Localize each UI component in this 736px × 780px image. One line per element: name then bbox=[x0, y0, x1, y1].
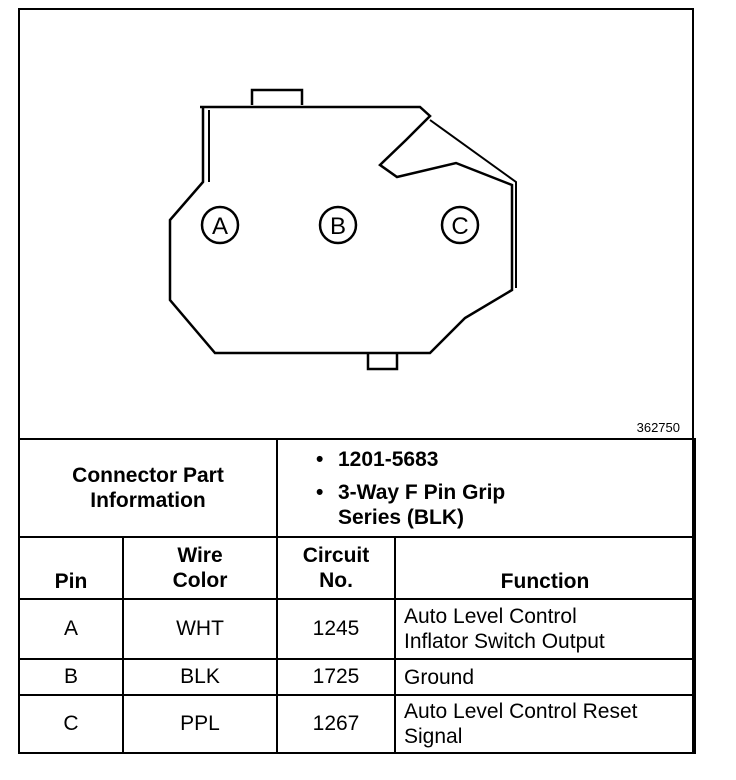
connector-info-label-line1: Connector Part bbox=[72, 464, 224, 487]
connector-figure bbox=[18, 8, 694, 754]
row-b-pin: B bbox=[19, 659, 123, 695]
header-function: Function bbox=[395, 537, 695, 599]
connector-info-list bbox=[277, 439, 695, 537]
connector-face-diagram bbox=[20, 10, 692, 438]
part-number-item: • 1201-5683 bbox=[316, 447, 686, 472]
keyway-line bbox=[430, 120, 516, 288]
row-a-function: Auto Level Control Inflator Switch Output bbox=[395, 599, 695, 659]
top-latch-tab bbox=[252, 90, 302, 105]
table-row bbox=[19, 659, 695, 695]
row-c-color: PPL bbox=[123, 695, 277, 753]
pin-c-label: C bbox=[451, 213, 469, 240]
row-b-circuit: 1725 bbox=[277, 659, 395, 695]
row-a-circuit: 1245 bbox=[277, 599, 395, 659]
bottom-latch-tab bbox=[368, 353, 397, 369]
row-c-function: Auto Level Control Reset Signal bbox=[395, 695, 695, 753]
header-pin: Pin bbox=[19, 537, 123, 599]
table-row bbox=[19, 599, 695, 659]
row-c-pin: C bbox=[19, 695, 123, 753]
row-a-pin: A bbox=[19, 599, 123, 659]
connector-info-row bbox=[19, 439, 695, 537]
pin-b bbox=[320, 207, 356, 243]
table-row bbox=[19, 695, 695, 753]
pin-a-label: A bbox=[211, 213, 229, 240]
pin-a bbox=[202, 207, 238, 243]
connector-pinout-table bbox=[18, 438, 696, 754]
row-b-function: Ground bbox=[395, 659, 695, 695]
header-wire-color: Wire Color bbox=[123, 537, 277, 599]
header-circuit-no: Circuit No. bbox=[277, 537, 395, 599]
row-b-color: BLK bbox=[123, 659, 277, 695]
connector-series-line: Series (BLK) bbox=[338, 505, 465, 529]
row-c-circuit: 1267 bbox=[277, 695, 395, 753]
row-a-color: WHT bbox=[123, 599, 277, 659]
connector-info-label-line2: Information bbox=[90, 489, 206, 512]
pin-b-label: B bbox=[329, 213, 347, 240]
figure-reference-number: 362750 bbox=[636, 420, 680, 435]
pin-c bbox=[442, 207, 478, 243]
connector-info-label bbox=[19, 439, 277, 537]
table-header-row bbox=[19, 537, 695, 599]
connector-type-item: • 3-Way F Pin Grip bbox=[316, 480, 686, 505]
